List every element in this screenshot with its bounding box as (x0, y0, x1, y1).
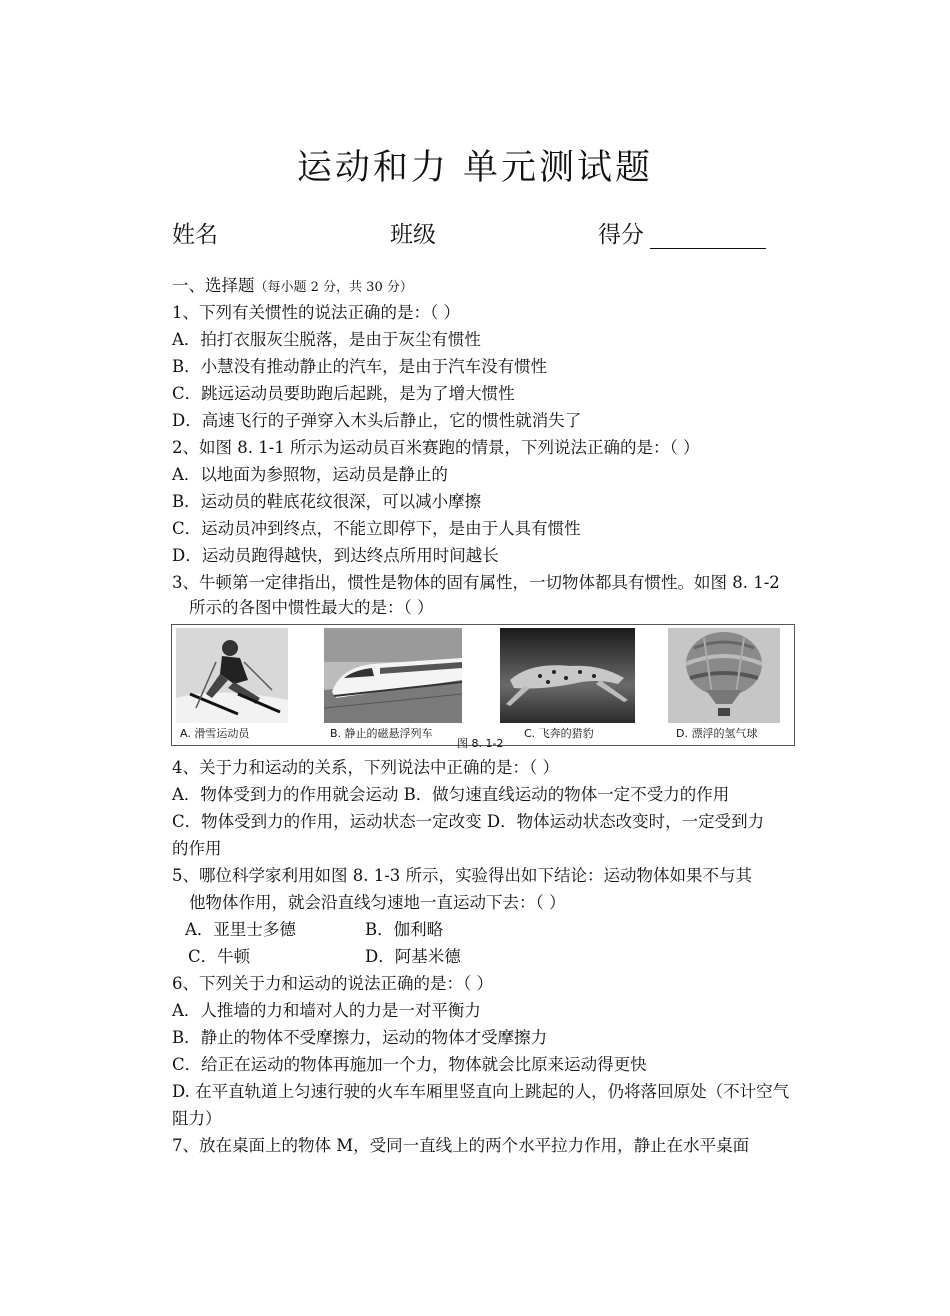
q4-options-cd-cont: 的作用 (172, 839, 222, 858)
q5-option-c: C．牛顿 (188, 947, 251, 966)
caption-b: B. 静止的磁悬浮列车 (330, 727, 433, 740)
q7-stem: 7、放在桌面上的物体 M，受同一直线上的两个水平拉力作用，静止在水平桌面 (172, 1136, 750, 1155)
q5-option-a: A．亚里士多德 (185, 920, 296, 939)
q2-option-b: B．运动员的鞋底花纹很深，可以减小摩擦 (172, 492, 482, 511)
q1-stem: 1、下列有关惯性的说法正确的是：（ ） (172, 303, 460, 322)
section-heading (172, 276, 413, 298)
q4-options-cd: C．物体受到力的作用，运动状态一定改变 D．物体运动状态改变时，一定受到力 (172, 812, 765, 831)
q6-option-b: B．静止的物体不受摩擦力，运动的物体才受摩擦力 (172, 1028, 548, 1047)
q5-stem-line1: 5、哪位科学家利用如图 8. 1-3 所示，实验得出如下结论：运动物体如果不与其 (172, 866, 753, 885)
figure-label: 图 8. 1-2 (457, 737, 504, 750)
q4-stem: 4、关于力和运动的关系，下列说法中正确的是：（ ） (172, 758, 559, 777)
q6-option-d-line2: 阻力） (172, 1109, 222, 1128)
skier-image (176, 628, 288, 723)
section-title: 一、选择题 (172, 276, 255, 295)
cheetah-image (500, 628, 635, 723)
score-field (598, 216, 766, 249)
q2-stem: 2、如图 8. 1-1 所示为运动员百米赛跑的情景，下列说法正确的是：（ ） (172, 438, 700, 457)
q2-option-a: A．以地面为参照物，运动员是静止的 (172, 465, 448, 484)
section-note: （每小题 2 分，共 30 分） (254, 280, 413, 295)
score-blank (650, 226, 766, 249)
q6-option-c: C．给正在运动的物体再施加一个力，物体就会比原来运动得更快 (172, 1055, 647, 1074)
train-image (324, 628, 462, 723)
q5-stem-line2: 他物体作用，就会沿直线匀速地一直运动下去：（ ） (189, 893, 566, 912)
figure-8-1-2 (171, 624, 795, 750)
score-label: 得分 (598, 222, 644, 248)
q6-option-a: A．人推墙的力和墙对人的力是一对平衡力 (172, 1001, 481, 1020)
q5-option-b: B．伽利略 (365, 920, 444, 939)
caption-a: A. 滑雪运动员 (180, 727, 250, 740)
q1-option-b: B．小慧没有推动静止的汽车，是由于汽车没有惯性 (172, 357, 548, 376)
q3-stem-line2: 所示的各图中惯性最大的是：（ ） (189, 598, 434, 617)
q5-option-d: D．阿基米德 (365, 947, 461, 966)
q2-option-d: D．运动员跑得越快，到达终点所用时间越长 (172, 546, 499, 565)
page-title: 运动和力 单元测试题 (296, 148, 654, 188)
balloon-image (668, 628, 780, 723)
q1-option-c: C．跳远运动员要助跑后起跳，是为了增大惯性 (172, 384, 515, 403)
q1-option-a: A．拍打衣服灰尘脱落，是由于灰尘有惯性 (172, 330, 481, 349)
q1-option-d: D．高速飞行的子弹穿入木头后静止，它的惯性就消失了 (172, 411, 582, 430)
caption-c: C. 飞奔的猎豹 (524, 727, 594, 740)
q2-option-c: C．运动员冲到终点，不能立即停下，是由于人具有惯性 (172, 519, 581, 538)
q6-stem: 6、下列关于力和运动的说法正确的是：（ ） (172, 974, 493, 993)
class-label: 班级 (390, 222, 436, 248)
q6-option-d-line1: D. 在平直轨道上匀速行驶的火车车厢里竖直向上跳起的人，仍将落回原处（不计空气 (172, 1082, 790, 1101)
name-label: 姓名 (172, 222, 218, 248)
caption-d: D. 漂浮的氢气球 (676, 727, 758, 740)
q4-options-ab: A．物体受到力的作用就会运动 B．做匀速直线运动的物体一定不受力的作用 (172, 785, 730, 804)
q3-stem-line1: 3、牛顿第一定律指出，惯性是物体的固有属性，一切物体都具有惯性。如图 8. 1-2 (172, 573, 780, 592)
